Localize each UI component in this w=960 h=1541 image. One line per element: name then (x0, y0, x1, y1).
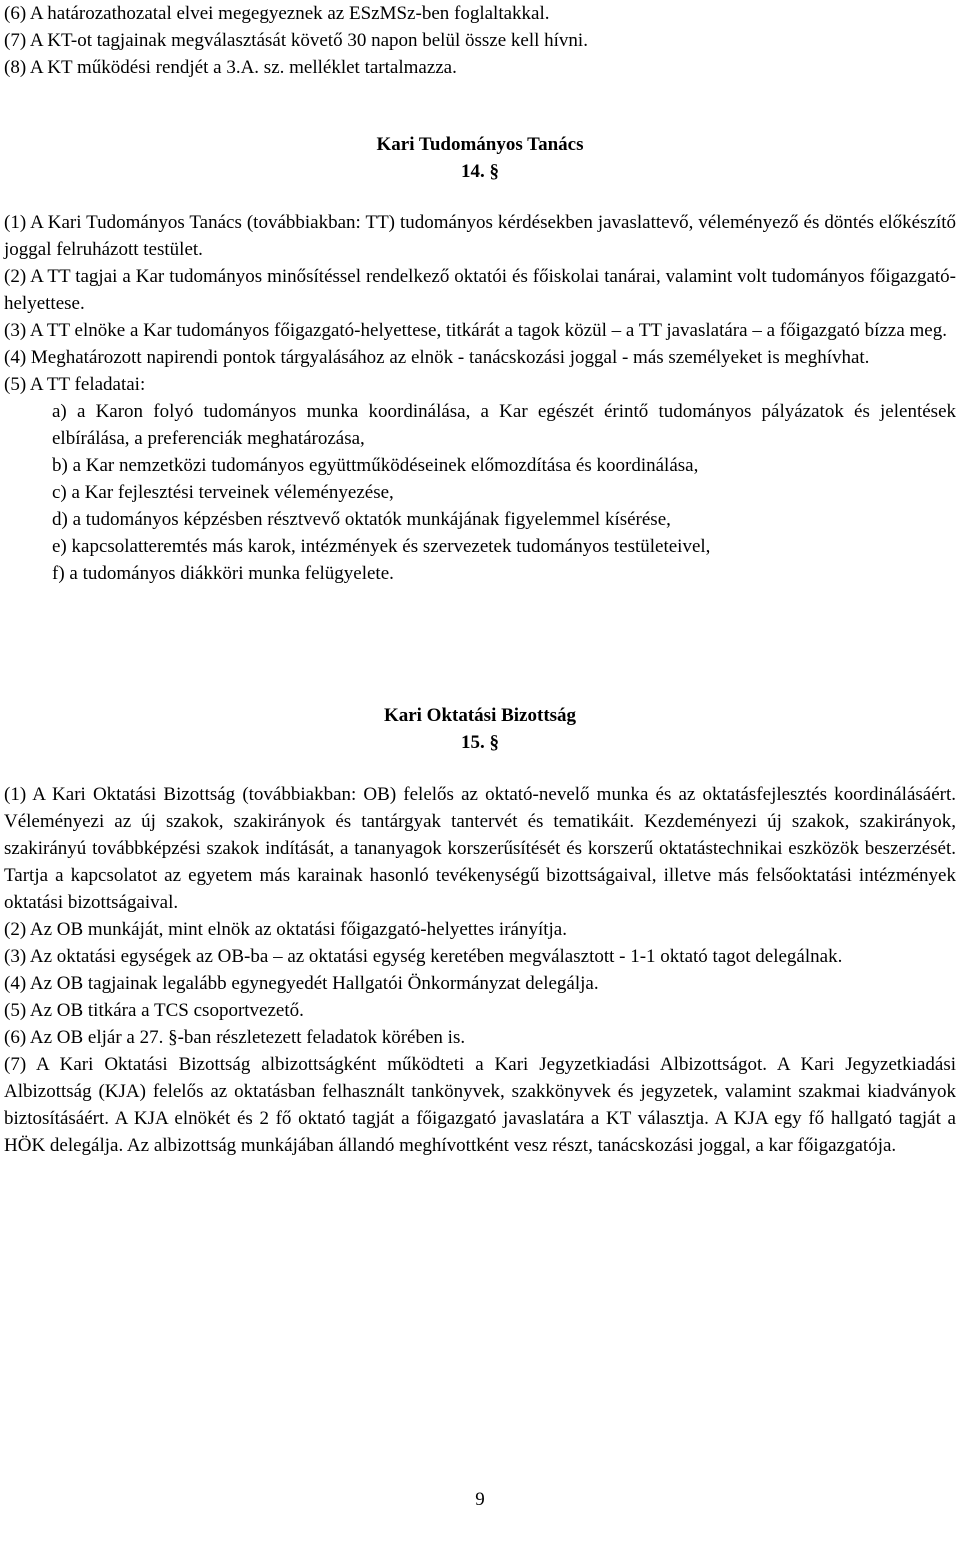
section-14-paragraph: (4) Meghatározott napirendi pontok tárgyalásához az elnök - tanácskozási joggal - más személyeket is meghívhat. (4, 347, 870, 368)
section-15-body (4, 781, 956, 1159)
intro-block (4, 0, 956, 81)
section-14-paragraph: (5) A TT feladatai: (4, 374, 146, 395)
section-15-paragraph: (2) Az OB munkáját, mint elnök az oktatási főigazgató-helyettes irányítja. (4, 919, 567, 940)
intro-line: (7) A KT-ot tagjainak megválasztását követő 30 napon belül össze kell hívni. (4, 30, 588, 51)
section-15-paragraph: (1) A Kari Oktatási Bizottság (továbbiakban: OB) felelős az oktató-nevelő munka és az oktatásfejlesztés koordinálásáért. Véleményezi az új szakok, szakirányok és tantárgyak tantervét és tematikáit. Kezdeményezi új szakok, szakirányok, szakirányú továbbképzési szakok indítását, a tananyagok korszerűsítését és korszerű oktatástechnikai eszközök beszerzését. Tartja a kapcsolatot az egyetem más karainak hasonló tevékenységű bizottságaival, illetve más felsőoktatási intézmények oktatási bizottságaival. (4, 784, 956, 913)
page-number: 9 (475, 1489, 485, 1510)
task-item: a) a Karon folyó tudományos munka koordinálása, a Kar egészét érintő tudományos pályázatok és jelentések elbírálása, a preferenciák meghatározása, (52, 401, 956, 449)
section-15-paragraph: (6) Az OB eljár a 27. §-ban részletezett feladatok körében is. (4, 1027, 466, 1048)
section-14-paragraph: (2) A TT tagjai a Kar tudományos minősítéssel rendelkező oktatói és főiskolai tanárai, valamint volt tudományos főigazgató-helyettese. (4, 266, 956, 314)
task-item: e) kapcsolatteremtés más karok, intézmények és szervezetek tudományos testületeivel, (52, 536, 711, 557)
task-item: d) a tudományos képzésben résztvevő oktatók munkájának figyelemmel kísérése, (52, 509, 671, 530)
section-14-task-list (4, 398, 956, 587)
section-15-paragraph: (5) Az OB titkára a TCS csoportvezető. (4, 1000, 304, 1021)
section-15-paragraph: (7) A Kari Oktatási Bizottság albizottságként működteti a Kari Jegyzetkiadási Albizottságot. A Kari Jegyzetkiadási Albizottság (KJA) felelős az oktatásban felhasznált tankönyvek, szakkönyvek és jegyzetek, valamint szakmai kiadványok biztosításáért. A KJA elnökét és 2 fő oktató tagját a főigazgató javaslatára a KT választja. A KJA egy fő hallgató tagját a HÖK delegálja. Az albizottság munkájában állandó meghívottként vesz részt, tanácskozási joggal, a kar főigazgatója. (4, 1054, 956, 1156)
task-item: c) a Kar fejlesztési terveinek véleményezése, (52, 482, 394, 503)
intro-line: (8) A KT működési rendjét a 3.A. sz. melléklet tartalmazza. (4, 57, 457, 78)
section-15-heading (4, 702, 956, 756)
section-15-paragraph: (4) Az OB tagjainak legalább egynegyedét Hallgatói Önkormányzat delegálja. (4, 973, 599, 994)
intro-line: (6) A határozathozatal elvei megegyeznek az ESzMSz-ben foglaltakkal. (4, 3, 550, 24)
section-14-title: Kari Tudományos Tanács (376, 134, 584, 155)
section-15-number: 15. § (461, 732, 499, 753)
section-14-paragraph: (3) A TT elnöke a Kar tudományos főigazgató-helyettese, titkárát a tagok közül – a TT javaslatára – a főigazgató bízza meg. (4, 320, 947, 341)
section-14-heading (4, 131, 956, 185)
section-14-paragraph: (1) A Kari Tudományos Tanács (továbbiakban: TT) tudományos kérdésekben javaslattevő, véleményező és döntés előkészítő joggal felruházott testület. (4, 212, 956, 260)
section-14-number: 14. § (461, 161, 499, 182)
section-15-title: Kari Oktatási Bizottság (383, 705, 577, 726)
task-item: f) a tudományos diákköri munka felügyelete. (52, 563, 394, 584)
section-14-body (4, 209, 956, 587)
task-item: b) a Kar nemzetközi tudományos együttműködéseinek előmozdítása és koordinálása, (52, 455, 699, 476)
section-15-paragraph: (3) Az oktatási egységek az OB-ba – az oktatási egység keretében megválasztott - 1-1 oktató tagot delegálnak. (4, 946, 843, 967)
